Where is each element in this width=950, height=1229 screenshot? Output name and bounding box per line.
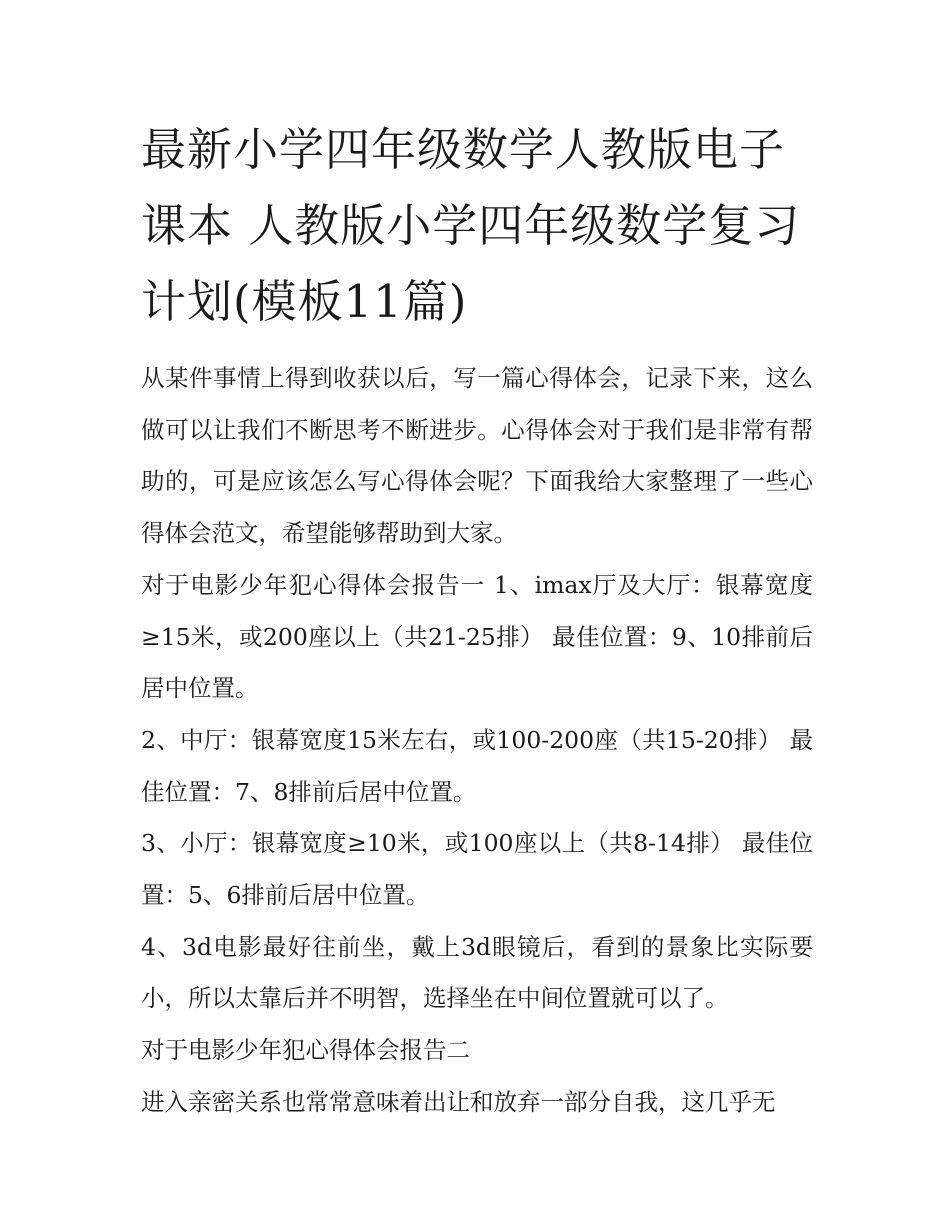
document-title: 最新小学四年级数学人教版电子课本 人教版小学四年级数学复习计划(模板11篇) bbox=[141, 123, 801, 328]
paragraph-medium-hall: 2、中厅：银幕宽度15米左右，或100-200座（共15-20排） 最佳位置：7、8排前后居中位置。 bbox=[141, 725, 813, 806]
document-body bbox=[141, 353, 813, 1129]
paragraph-report-two-heading: 对于电影少年犯心得体会报告二 bbox=[141, 1036, 470, 1065]
paragraph-report-one-imax: 对于电影少年犯心得体会报告一 1、imax厅及大厅：银幕宽度≥15米，或200座以上（共21-25排） 最佳位置：9、10排前后居中位置。 bbox=[141, 570, 813, 703]
paragraph-intro: 从某件事情上得到收获以后，写一篇心得体会，记录下来，这么做可以让我们不断思考不断进步。心得体会对于我们是非常有帮助的，可是应该怎么写心得体会呢？下面我给大家整理了一些心得体会范文，希望能够帮助到大家。 bbox=[141, 364, 813, 548]
paragraph-relationship: 进入亲密关系也常常意味着出让和放弃一部分自我，这几乎无 bbox=[141, 1087, 776, 1116]
paragraph-3d-movie: 4、3d电影最好往前坐，戴上3d眼镜后，看到的景象比实际要小，所以太靠后并不明智，选择坐在中间位置就可以了。 bbox=[141, 932, 813, 1013]
paragraph-small-hall: 3、小厅：银幕宽度≥10米，或100座以上（共8-14排） 最佳位置：5、6排前后居中位置。 bbox=[141, 829, 813, 910]
